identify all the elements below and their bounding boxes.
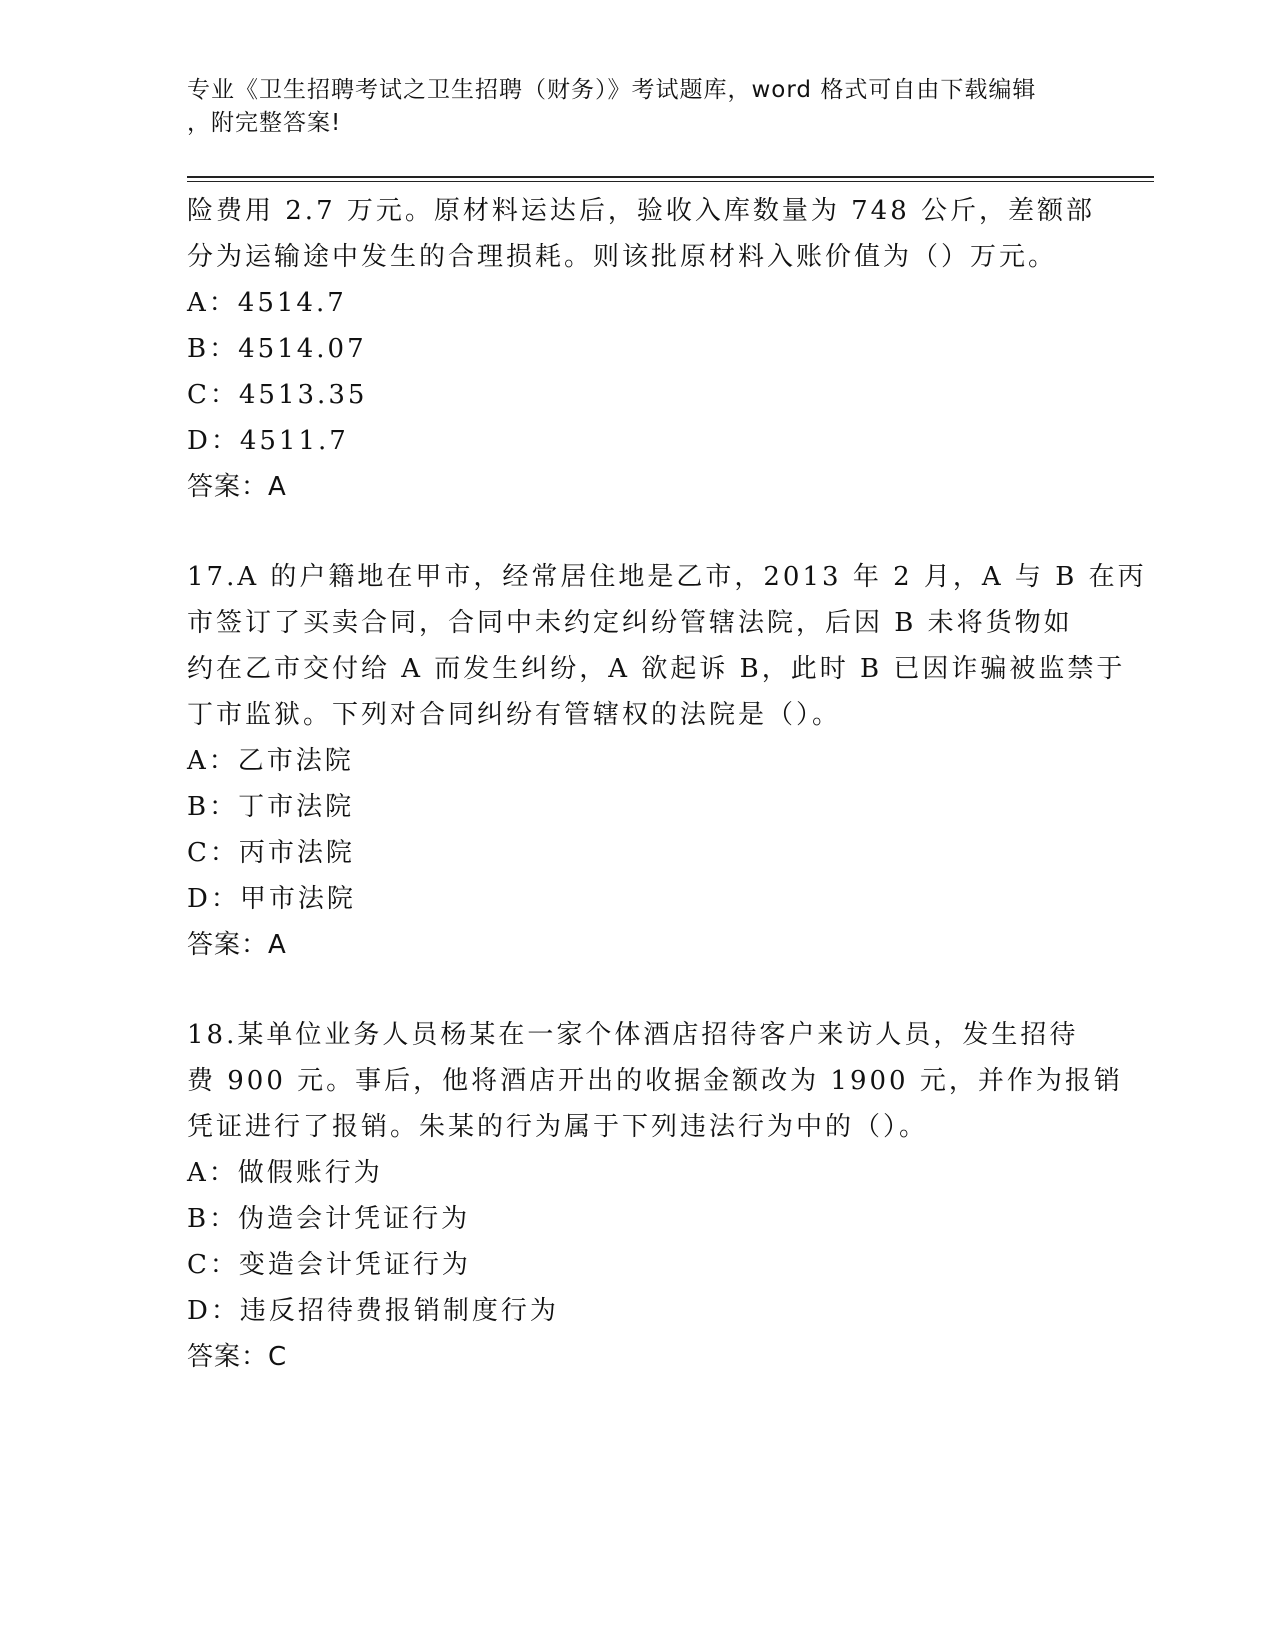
option-a: A：4514.7	[187, 288, 347, 318]
answer: 答案：A	[187, 930, 287, 960]
option-c: C：4513.35	[187, 380, 368, 410]
option-c: C：丙市法院	[187, 838, 355, 868]
header-line-1: 专业《卫生招聘考试之卫生招聘（财务）》考试题库，word 格式可自由下载编辑	[187, 77, 1037, 103]
option-c: C：变造会计凭证行为	[187, 1250, 471, 1280]
header-line-2: ，附完整答案!	[187, 110, 342, 136]
option-d: D：甲市法院	[187, 884, 356, 914]
question-stem-line: 市签订了买卖合同，合同中未约定纠纷管辖法院，后因 B 未将货物如	[187, 608, 1073, 638]
question-17	[187, 554, 1147, 968]
document-header	[187, 74, 1067, 140]
question-16	[187, 188, 1096, 510]
header-divider-thick	[187, 176, 1154, 178]
question-stem-line: 约在乙市交付给 A 而发生纠纷，A 欲起诉 B，此时 B 已因诈骗被监禁于	[187, 654, 1126, 684]
question-stem-line: 险费用 2.7 万元。原材料运达后，验收入库数量为 748 公斤，差额部	[187, 196, 1096, 226]
answer: 答案：C	[187, 1342, 288, 1372]
answer: 答案：A	[187, 472, 287, 502]
spacer	[187, 510, 1087, 554]
option-b: B：丁市法院	[187, 792, 355, 822]
option-a: A：做假账行为	[187, 1158, 383, 1188]
question-stem-line: 凭证进行了报销。朱某的行为属于下列违法行为中的（）。	[187, 1112, 929, 1142]
question-stem-line: 费 900 元。事后，他将酒店开出的收据金额改为 1900 元，并作为报销	[187, 1066, 1123, 1096]
question-18	[187, 1012, 1123, 1380]
spacer	[187, 968, 1087, 1012]
question-stem-line: 18.某单位业务人员杨某在一家个体酒店招待客户来访人员，发生招待	[187, 1020, 1079, 1050]
question-content	[187, 188, 1147, 1380]
option-d: D：4511.7	[187, 426, 349, 456]
question-stem-line: 分为运输途中发生的合理损耗。则该批原材料入账价值为（）万元。	[187, 242, 1058, 272]
question-stem-line: 17.A 的户籍地在甲市，经常居住地是乙市，2013 年 2 月，A 与 B 在丙	[187, 562, 1147, 592]
option-b: B：伪造会计凭证行为	[187, 1204, 471, 1234]
question-stem-line: 丁市监狱。下列对合同纠纷有管辖权的法院是（）。	[187, 700, 842, 730]
option-b: B：4514.07	[187, 334, 367, 364]
header-divider-thin	[187, 181, 1154, 182]
option-d: D：违反招待费报销制度行为	[187, 1296, 559, 1326]
option-a: A：乙市法院	[187, 746, 354, 776]
